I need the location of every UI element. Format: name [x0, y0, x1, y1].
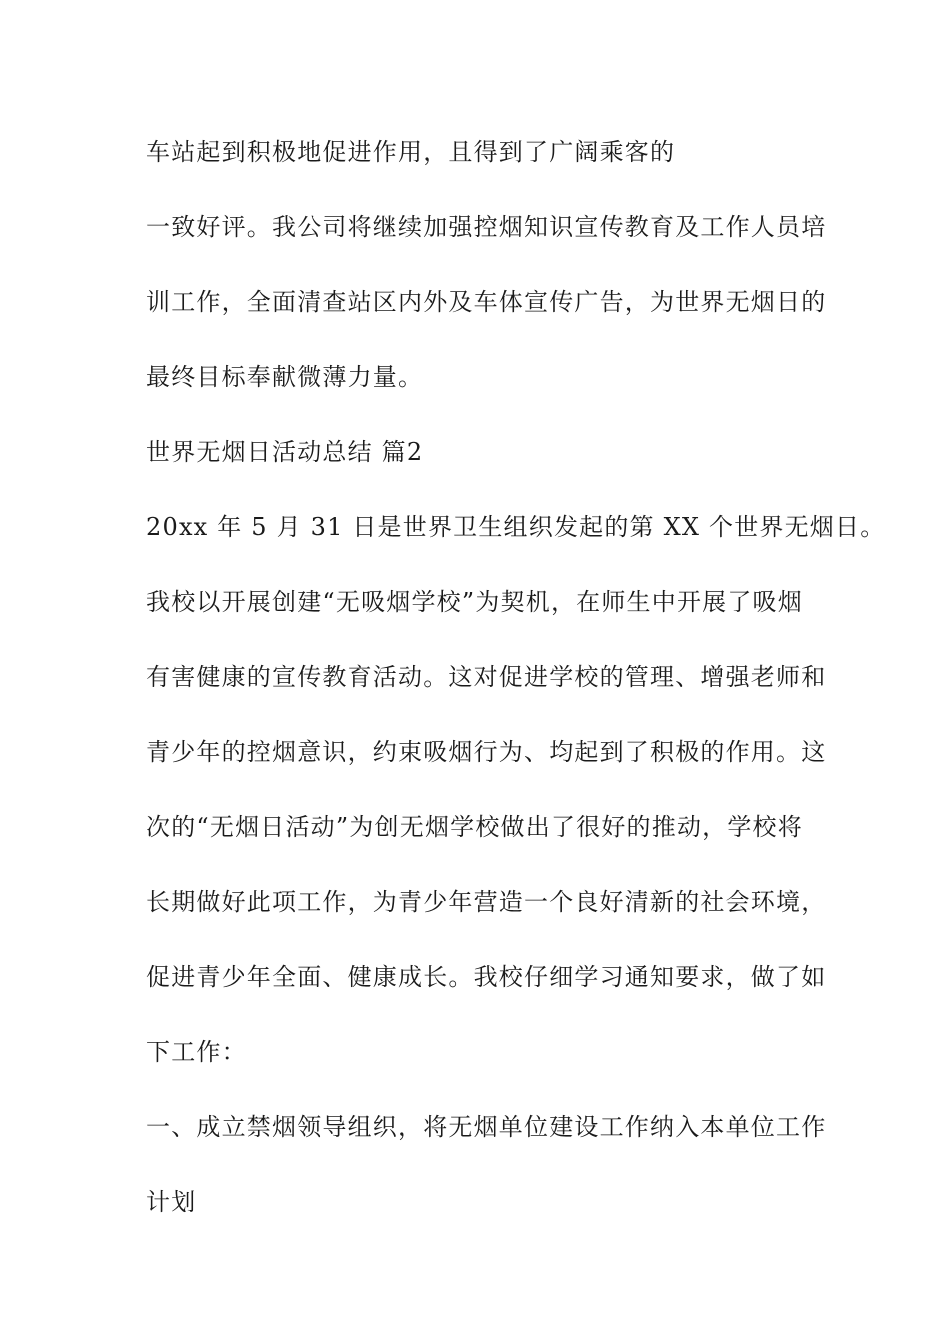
paragraph-line: 青少年的控烟意识，约束吸烟行为、均起到了积极的作用。这: [146, 738, 827, 766]
paragraph-line: 车站起到积极地促进作用，且得到了广阔乘客的: [146, 138, 676, 166]
paragraph-line: 有害健康的宣传教育活动。这对促进学校的管理、增强老师和: [146, 663, 827, 691]
paragraph-line: 下工作：: [146, 1038, 247, 1066]
list-item-heading: 一、成立禁烟领导组织，将无烟单位建设工作纳入本单位工作: [146, 1113, 827, 1141]
paragraph-line: 训工作，全面清查站区内外及车体宣传广告，为世界无烟日的: [146, 288, 827, 316]
paragraph-line: 最终目标奉献微薄力量。: [146, 363, 424, 391]
section-heading: 世界无烟日活动总结 篇2: [146, 438, 424, 466]
paragraph-line: 一致好评。我公司将继续加强控烟知识宣传教育及工作人员培: [146, 213, 827, 241]
paragraph-line: 我校以开展创建“无吸烟学校”为契机，在师生中开展了吸烟: [146, 588, 803, 616]
paragraph-line: 长期做好此项工作，为青少年营造一个良好清新的社会环境，: [146, 888, 827, 916]
paragraph-line: 促进青少年全面、健康成长。我校仔细学习通知要求，做了如: [146, 963, 827, 991]
paragraph-line: 次的“无烟日活动”为创无烟学校做出了很好的推动，学校将: [146, 813, 803, 841]
paragraph-line: 20xx 年 5 月 31 日是世界卫生组织发起的第 XX 个世界无烟日。: [146, 513, 886, 541]
paragraph-line: 计划: [146, 1188, 197, 1216]
